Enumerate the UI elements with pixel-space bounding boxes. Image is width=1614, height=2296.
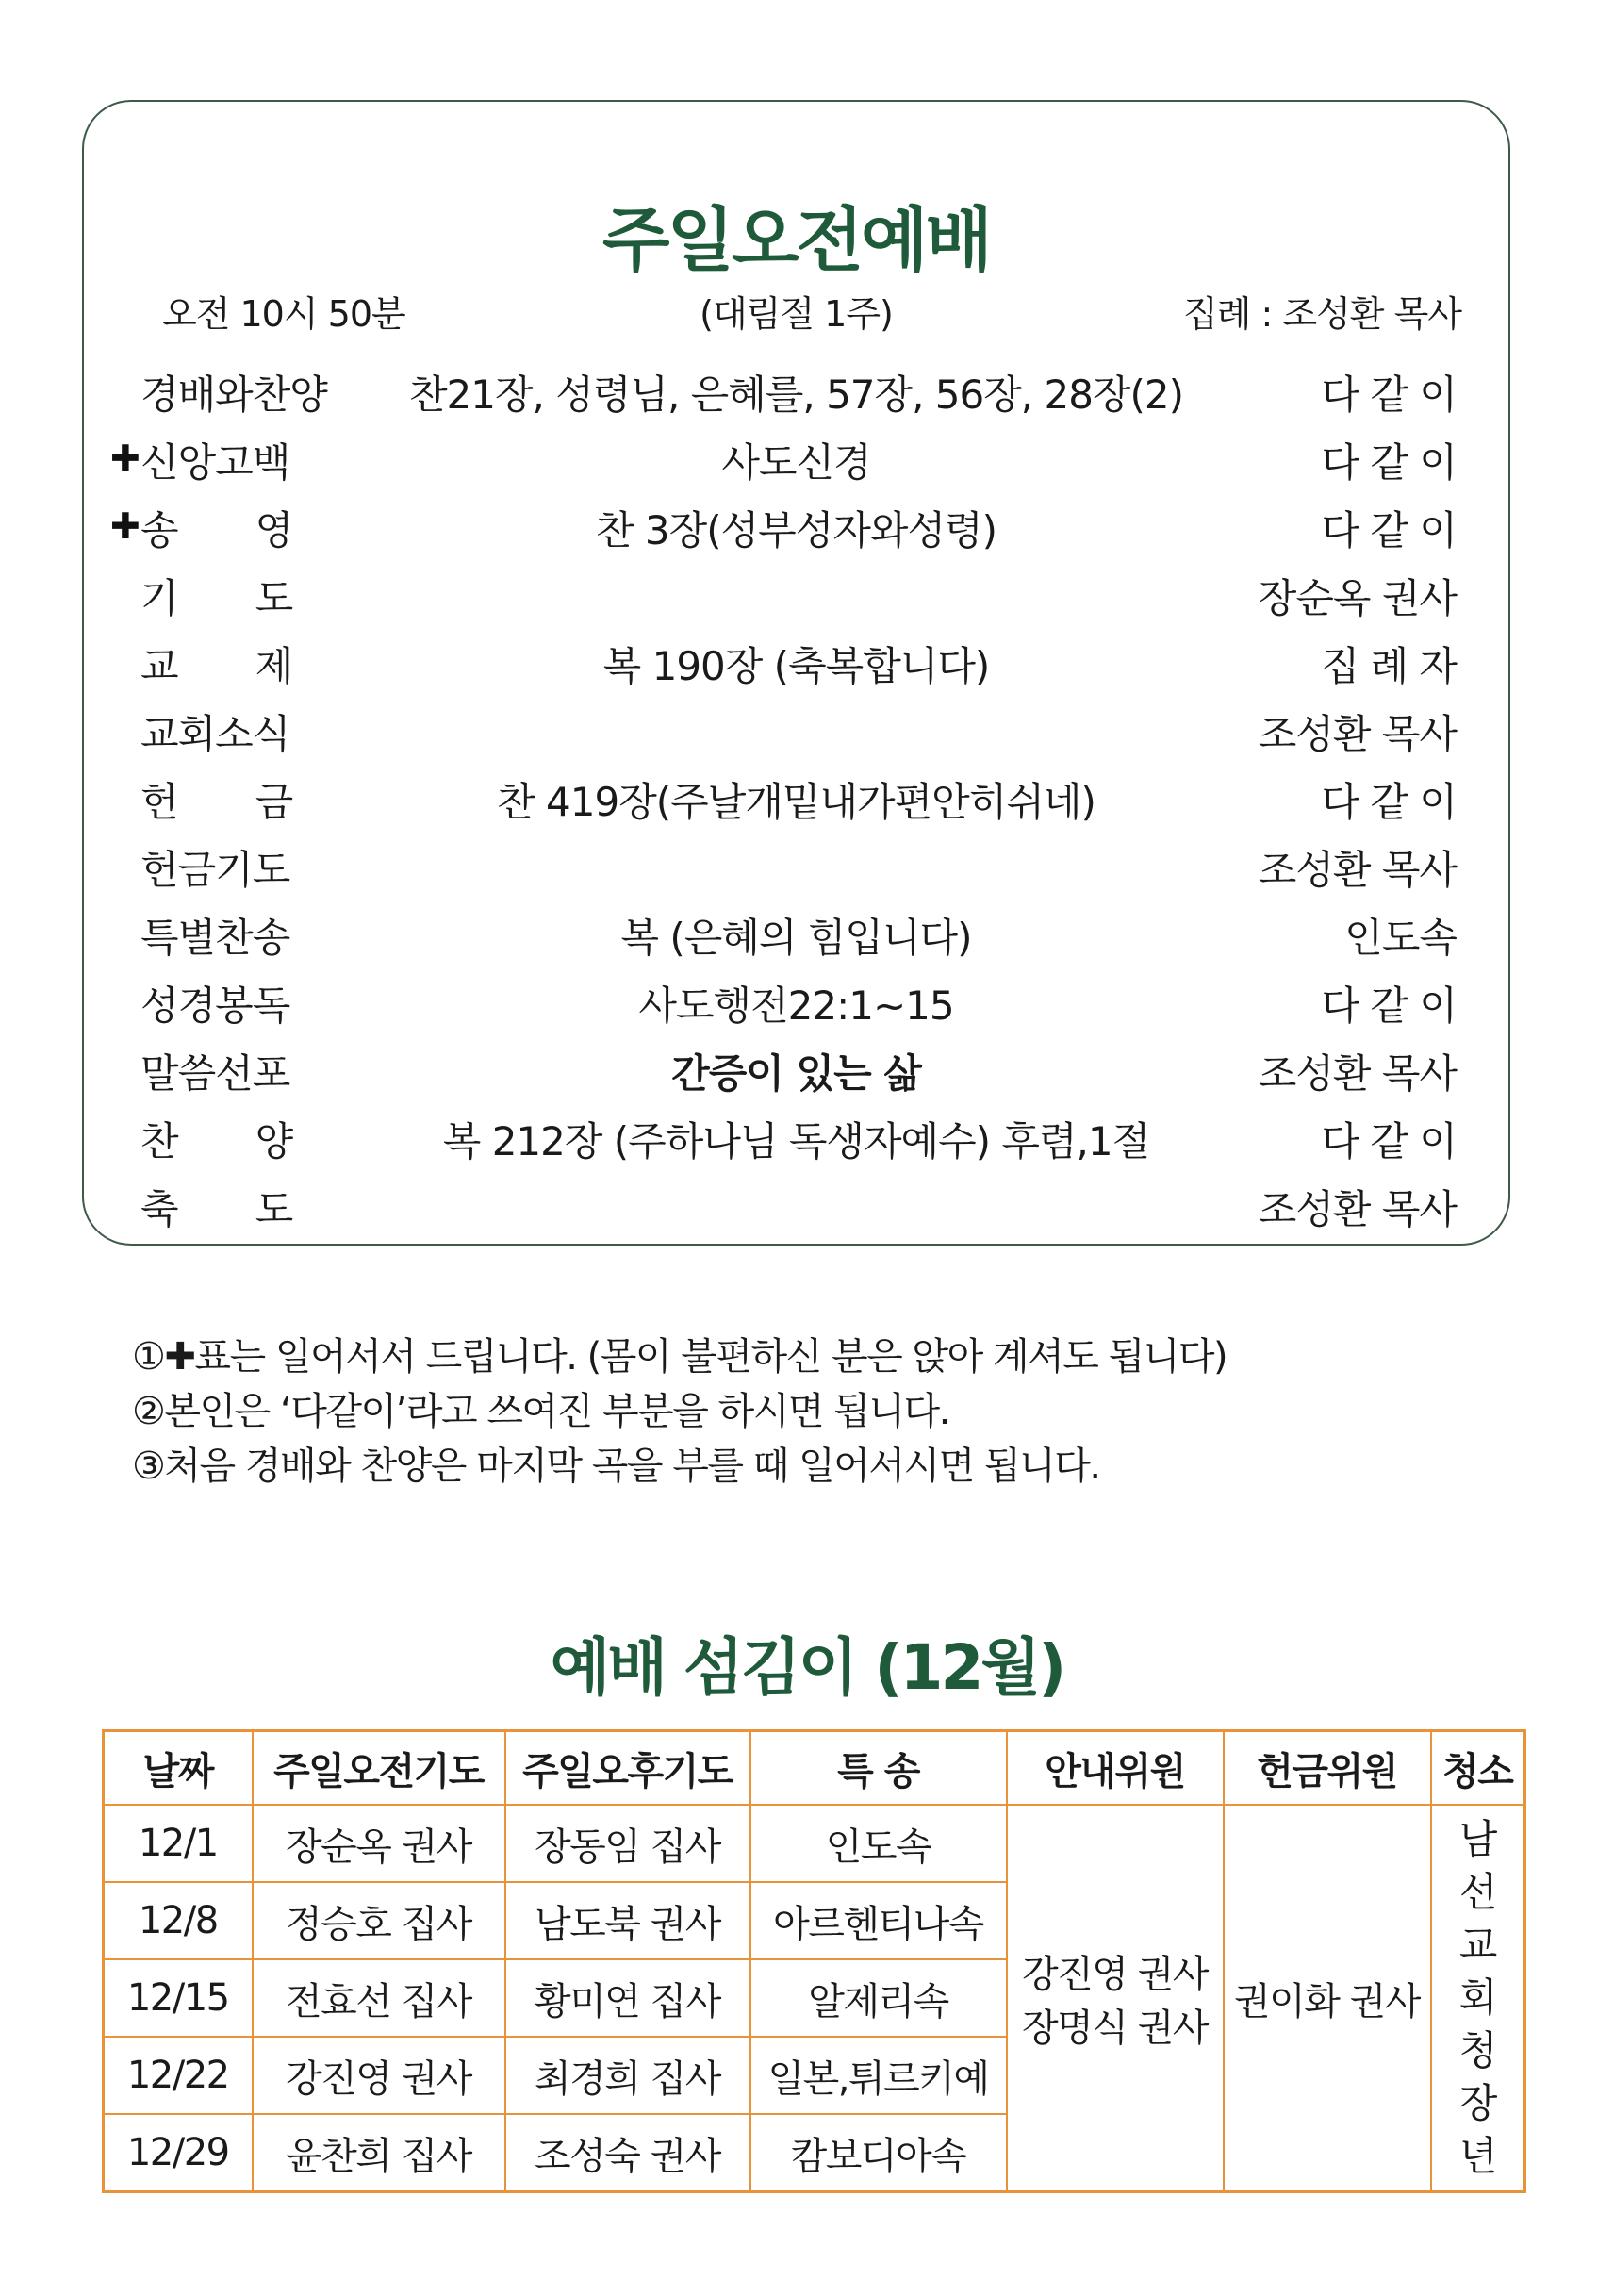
order-content: 사도행전22:1~15 — [638, 983, 954, 1029]
order-row — [84, 432, 1508, 488]
order-person: 다 같 이 — [1321, 507, 1457, 553]
cell-afternoon-prayer: 황미연 집사 — [505, 1959, 750, 2037]
stand-cross-icon: ✚ — [110, 438, 140, 479]
order-person: 다 같 이 — [1321, 779, 1457, 825]
cell-special-song: 알제리속 — [750, 1959, 1007, 2037]
cell-special-song: 일본,튀르키예 — [750, 2037, 1007, 2114]
header-morning-prayer: 주일오전기도 — [253, 1731, 505, 1806]
order-item: 송 영 — [140, 507, 293, 553]
order-row — [84, 907, 1508, 964]
order-item: 특별찬송 — [140, 915, 290, 961]
order-person: 다 같 이 — [1321, 983, 1457, 1029]
cleaning-char: 남 — [1458, 1816, 1496, 1862]
usher-2: 장명식 권사 — [1022, 2007, 1208, 2050]
cell-morning-prayer: 전효선 집사 — [253, 1959, 505, 2037]
order-item: 말씀선포 — [140, 1050, 290, 1097]
header-ushers: 안내위원 — [1007, 1731, 1224, 1806]
order-row — [84, 1111, 1508, 1167]
order-content: 복 190장 (축복합니다) — [602, 643, 990, 689]
cleaning-char: 회 — [1458, 1974, 1496, 2021]
order-item: 경배와찬양 — [140, 372, 327, 418]
order-row — [84, 1043, 1508, 1099]
header-offering: 헌금위원 — [1224, 1731, 1431, 1806]
order-item: 헌금기도 — [140, 847, 290, 893]
cleaning-char: 청 — [1458, 2027, 1496, 2073]
cell-afternoon-prayer: 최경희 집사 — [505, 2037, 750, 2114]
header-cleaning: 청소 — [1431, 1731, 1525, 1806]
order-person: 집 례 자 — [1321, 643, 1457, 689]
order-item: 기 도 — [140, 575, 293, 621]
order-item: 교회소식 — [140, 711, 290, 757]
header-date: 날짜 — [104, 1731, 253, 1806]
cell-afternoon-prayer: 남도북 권사 — [505, 1882, 750, 1959]
order-person: 다 같 이 — [1321, 439, 1457, 486]
order-item: 성경봉독 — [140, 983, 290, 1029]
order-item: 교 제 — [140, 643, 293, 689]
order-content: 간증이 있는 삶 — [671, 1050, 921, 1097]
order-content: 찬 3장(성부성자와성령) — [596, 507, 996, 553]
order-person: 조성환 목사 — [1258, 847, 1457, 893]
schedule-table — [102, 1729, 1526, 2193]
cell-morning-prayer: 정승호 집사 — [253, 1882, 505, 1959]
table-row — [104, 1805, 1525, 1882]
cell-special-song: 인도속 — [750, 1805, 1007, 1882]
order-content: 찬 419장(주날개밑내가편안히쉬네) — [497, 779, 1095, 825]
cell-special-song: 캄보디아속 — [750, 2114, 1007, 2192]
note-3: ③처음 경배와 찬양은 마지막 곡을 부를 때 일어서시면 됩니다. — [132, 1445, 1100, 1488]
service-time: 오전 10시 50분 — [162, 293, 405, 335]
order-row — [84, 500, 1508, 556]
header-afternoon-prayer: 주일오후기도 — [505, 1731, 750, 1806]
cell-date: 12/1 — [104, 1805, 253, 1882]
order-content: 찬21장, 성령님, 은혜를, 57장, 56장, 28장(2) — [408, 372, 1184, 418]
cell-date: 12/22 — [104, 2037, 253, 2114]
order-person: 조성환 목사 — [1258, 711, 1457, 757]
order-item: 신앙고백 — [140, 439, 290, 486]
order-row — [84, 568, 1508, 624]
order-row — [84, 364, 1508, 421]
cell-special-song: 아르헨티나속 — [750, 1882, 1007, 1959]
order-item: 헌 금 — [140, 779, 293, 825]
order-row — [84, 839, 1508, 896]
cell-cleaning — [1431, 1805, 1525, 2192]
header-special-song: 특 송 — [750, 1731, 1007, 1806]
cell-date: 12/15 — [104, 1959, 253, 2037]
order-person: 조성환 목사 — [1258, 1050, 1457, 1097]
schedule-header-row — [104, 1731, 1525, 1806]
order-row — [84, 636, 1508, 692]
order-row — [84, 703, 1508, 760]
order-person: 조성환 목사 — [1258, 1186, 1457, 1232]
order-person: 장순옥 권사 — [1258, 575, 1457, 621]
notes — [132, 1330, 1227, 1494]
order-row — [84, 771, 1508, 828]
order-person: 다 같 이 — [1321, 372, 1457, 418]
cell-morning-prayer: 윤찬희 집사 — [253, 2114, 505, 2192]
order-person: 인도속 — [1344, 915, 1457, 961]
cell-morning-prayer: 장순옥 권사 — [253, 1805, 505, 1882]
cell-date: 12/8 — [104, 1882, 253, 1959]
cell-afternoon-prayer: 장동임 집사 — [505, 1805, 750, 1882]
cell-morning-prayer: 강진영 권사 — [253, 2037, 505, 2114]
order-person: 다 같 이 — [1321, 1118, 1457, 1165]
cell-date: 12/29 — [104, 2114, 253, 2192]
order-content: 복 (은혜의 힘입니다) — [620, 915, 972, 961]
stand-cross-icon: ✚ — [110, 505, 140, 547]
order-row — [84, 975, 1508, 1032]
cell-ushers — [1007, 1805, 1224, 2192]
order-row — [84, 1179, 1508, 1235]
service-leader: 집례 : 조성환 목사 — [1183, 293, 1461, 335]
note-1: ①✚표는 일어서서 드립니다. (몸이 불편하신 분은 앉아 계셔도 됩니다) — [132, 1335, 1227, 1379]
worship-order-box — [82, 100, 1510, 1246]
order-item: 찬 양 — [140, 1118, 293, 1165]
cleaning-char: 교 — [1458, 1922, 1496, 1968]
order-content: 복 212장 (주하나님 독생자예수) 후렴,1절 — [442, 1118, 1150, 1165]
order-content: 사도신경 — [721, 439, 871, 486]
cleaning-char: 년 — [1458, 2133, 1496, 2179]
usher-1: 강진영 권사 — [1022, 1953, 1208, 1996]
schedule-title: 예배 섬김이 (12월) — [550, 1631, 1064, 1704]
order-item: 축 도 — [140, 1186, 293, 1232]
cell-offering: 권이화 권사 — [1224, 1805, 1431, 2192]
cleaning-char: 장 — [1458, 2080, 1496, 2126]
cell-afternoon-prayer: 조성숙 권사 — [505, 2114, 750, 2192]
cleaning-char: 선 — [1458, 1869, 1496, 1915]
service-season: (대림절 1주) — [700, 293, 893, 335]
service-title: 주일오전예배 — [602, 200, 990, 281]
note-2: ②본인은 ‘다같이’라고 쓰여진 부분을 하시면 됩니다. — [132, 1390, 949, 1433]
